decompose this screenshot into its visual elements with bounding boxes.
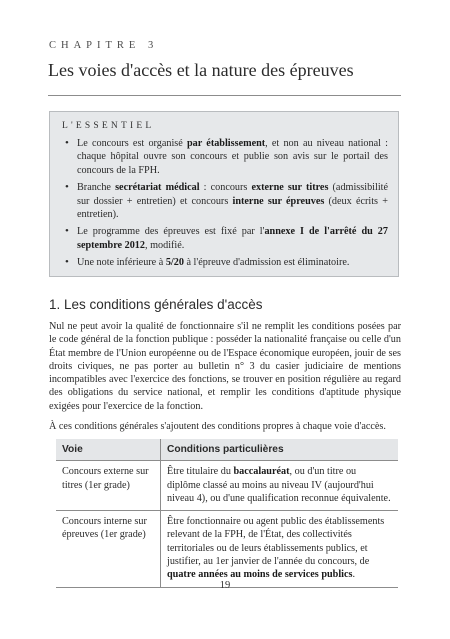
essentiel-label: L'ESSENTIEL [62, 121, 155, 131]
essentiel-list [62, 137, 388, 270]
voie-cell: Concours externe sur titres (1er grade) [56, 461, 161, 511]
essentiel-item: • Une note inférieure à 5/20 à l'épreuve d'admission est éliminatoire. [62, 256, 388, 269]
table-row [56, 511, 398, 587]
essentiel-item: • Le concours est organisé par établissement, et non au niveau national : chaque hôpital ouvre son concours et publie son avis sur le portail des concours de la FPH. [62, 137, 388, 177]
section-heading: 1. Les conditions générales d'accès [49, 297, 263, 312]
table-header-row [56, 439, 398, 461]
section-paragraph: Nul ne peut avoir la qualité de fonctionnaire s'il ne remplit les conditions posées par le code général de la fonction publique : posséder la nationalité française ou celle d'un État membre de l'Union européenne ou de l'Espace économique européen, jouir de ses droits civiques, ne pas porter au bulletin n° 3 du casier judiciaire de mentions incompatibles avec l'exercice des fonctions, se trouver en position régulière au regard des obligations du service national, et remplir les conditions d'aptitude physique exigées pour l'exercice de la fonction. [49, 321, 401, 412]
title-divider [48, 95, 401, 96]
chapter-label: CHAPITRE 3 [49, 40, 159, 51]
conditions-cell: Être titulaire du baccalauréat, ou d'un titre ou diplôme classé au moins au niveau IV (aujourd'hui niveau 4), ou d'une qualification reconnue équivalente. [161, 461, 399, 511]
page-number: 19 [219, 580, 231, 591]
essentiel-item: • Branche secrétariat médical : concours externe sur titres (admissibilité sur dossier + entretien) et concours interne sur épreuves (deux écrits + entretien). [62, 181, 388, 221]
column-header-voie: Voie [56, 439, 161, 461]
essentiel-box [49, 111, 399, 277]
conditions-table [56, 439, 398, 588]
chapter-title: Les voies d'accès et la nature des épreuves [48, 60, 354, 80]
essentiel-item: • Le programme des épreuves est fixé par l'annexe I de l'arrêté du 27 septembre 2012, modifié. [62, 225, 388, 252]
table-row [56, 461, 398, 511]
column-header-conditions: Conditions particulières [161, 439, 399, 461]
conditions-cell: Être fonctionnaire ou agent public des établissements relevant de la FPH, de l'État, des collectivités territoriales ou de leurs établissements publics, et justifier, au 1er janvier de l'année du concours, de quatre années au moins de services publics. [161, 511, 399, 587]
voie-cell: Concours interne sur épreuves (1er grade) [56, 511, 161, 587]
table-intro: À ces conditions générales s'ajoutent des conditions propres à chaque voie d'accès. [49, 421, 386, 432]
